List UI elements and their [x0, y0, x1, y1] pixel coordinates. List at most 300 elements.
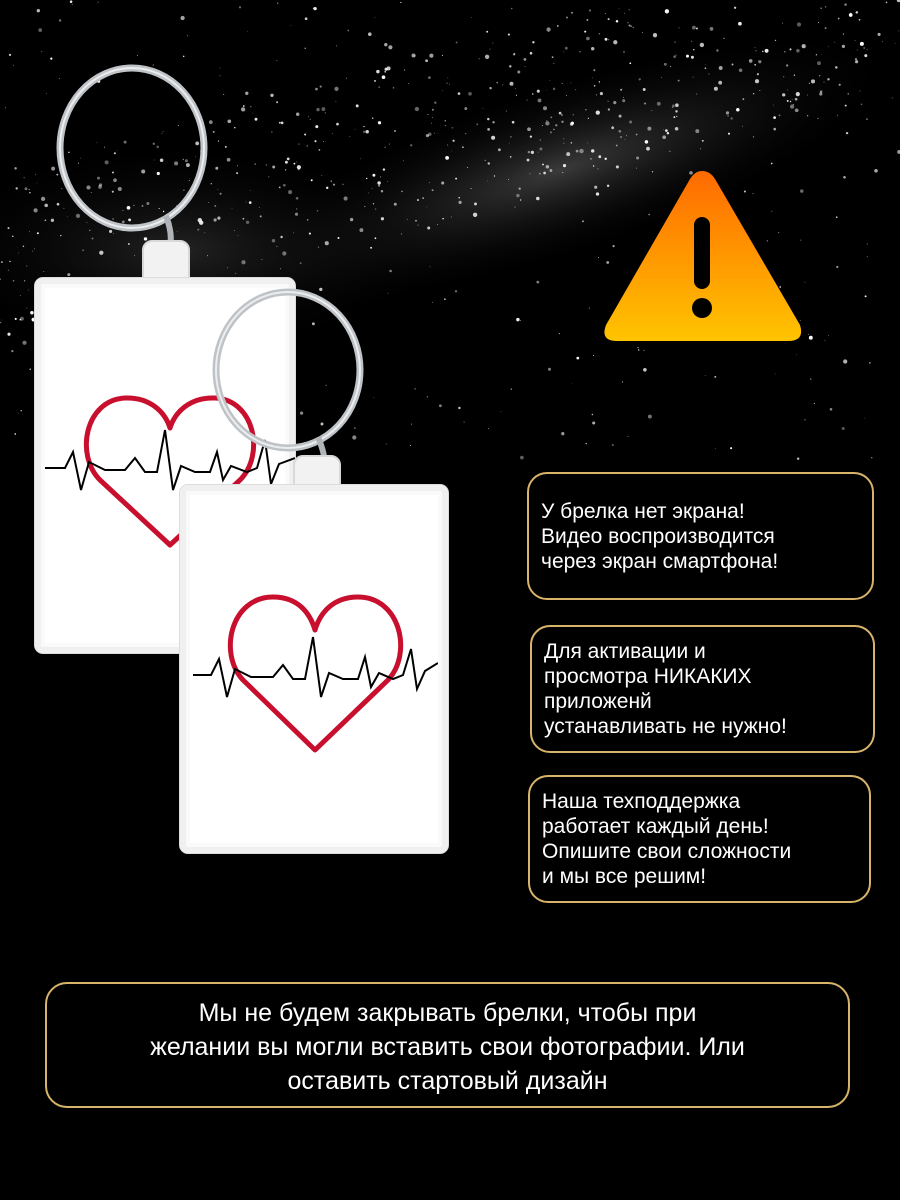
- star-dot: [790, 48, 792, 50]
- star-dot: [378, 185, 380, 187]
- star-dot: [451, 151, 452, 152]
- star-dot: [468, 92, 472, 96]
- star-dot: [449, 84, 450, 85]
- star-dot: [376, 70, 379, 73]
- star-dot: [277, 3, 278, 4]
- star-dot: [589, 9, 591, 11]
- star-dot: [24, 280, 25, 281]
- star-dot: [834, 42, 835, 43]
- star-dot: [755, 50, 756, 51]
- star-dot: [527, 100, 528, 101]
- star-dot: [515, 88, 516, 89]
- star-dot: [865, 295, 867, 297]
- star-dot: [543, 172, 546, 175]
- star-dot: [675, 103, 679, 107]
- star-dot: [377, 181, 380, 184]
- star-dot: [408, 83, 409, 84]
- star-dot: [517, 71, 520, 74]
- star-dot: [553, 88, 555, 90]
- star-dot: [528, 151, 530, 153]
- star-dot: [679, 27, 680, 28]
- star-dot: [673, 116, 675, 118]
- star-dot: [579, 149, 583, 153]
- star-dot: [739, 69, 743, 73]
- star-dot: [427, 114, 428, 115]
- star-dot: [431, 123, 432, 124]
- star-dot: [616, 145, 618, 147]
- star-dot: [846, 132, 848, 134]
- star-dot: [645, 140, 648, 143]
- star-dot: [442, 90, 443, 91]
- star-dot: [830, 408, 833, 411]
- star-dot: [627, 22, 628, 23]
- star-dot: [878, 33, 881, 36]
- star-dot: [8, 270, 9, 271]
- star-dot: [604, 158, 606, 160]
- star-dot: [506, 111, 507, 112]
- star-dot: [579, 51, 580, 52]
- star-dot: [598, 257, 599, 258]
- star-dot: [804, 419, 805, 420]
- star-dot: [843, 359, 847, 363]
- star-dot: [394, 203, 397, 206]
- star-dot: [434, 133, 435, 134]
- star-dot: [860, 42, 864, 46]
- star-dot: [524, 58, 527, 61]
- star-dot: [867, 49, 868, 50]
- star-dot: [755, 47, 756, 48]
- star-dot: [700, 43, 704, 47]
- star-dot: [21, 410, 22, 411]
- star-dot: [438, 133, 439, 134]
- star-dot: [562, 172, 563, 173]
- star-dot: [618, 130, 621, 133]
- star-dot: [639, 78, 641, 80]
- star-dot: [624, 139, 625, 140]
- star-dot: [809, 336, 813, 340]
- star-dot: [471, 17, 472, 18]
- star-dot: [374, 80, 376, 82]
- star-dot: [856, 11, 859, 14]
- star-dot: [661, 77, 662, 78]
- star-dot: [550, 116, 552, 118]
- star-dot: [838, 18, 840, 20]
- info-text-line: работает каждый день!: [542, 815, 769, 838]
- star-dot: [670, 66, 671, 67]
- star-dot: [539, 147, 542, 150]
- star-dot: [380, 176, 381, 177]
- star-dot: [381, 190, 383, 192]
- star-dot: [561, 114, 563, 116]
- star-dot: [587, 143, 588, 144]
- star-dot: [582, 220, 584, 222]
- star-dot: [820, 90, 823, 93]
- star-dot: [563, 164, 566, 167]
- star-dot: [459, 201, 462, 204]
- star-dot: [643, 368, 647, 372]
- keychain-front: [175, 275, 465, 865]
- star-dot: [546, 165, 550, 169]
- star-dot: [5, 107, 6, 108]
- bottom-text-line: желании вы могли вставить свои фотографии. Или: [150, 1033, 745, 1061]
- star-dot: [598, 155, 601, 158]
- info-text-line: Опишите свои сложности: [542, 840, 792, 863]
- star-dot: [563, 51, 564, 52]
- star-dot: [620, 89, 622, 91]
- star-dot: [24, 177, 25, 178]
- star-dot: [401, 233, 402, 234]
- star-dot: [16, 187, 18, 189]
- star-dot: [591, 149, 594, 152]
- star-dot: [629, 121, 632, 124]
- star-dot: [647, 127, 651, 131]
- star-dot: [790, 101, 792, 103]
- star-dot: [734, 7, 736, 9]
- star-dot: [637, 347, 638, 348]
- star-dot: [347, 30, 349, 32]
- star-dot: [809, 83, 810, 84]
- star-dot: [648, 415, 652, 419]
- star-dot: [874, 169, 878, 173]
- star-dot: [336, 45, 337, 46]
- star-dot: [842, 45, 845, 48]
- star-dot: [843, 176, 846, 179]
- star-dot: [539, 173, 541, 175]
- star-dot: [700, 148, 701, 149]
- star-dot: [313, 7, 316, 10]
- star-dot: [474, 202, 477, 205]
- star-dot: [837, 115, 838, 116]
- star-dot: [828, 335, 829, 336]
- star-dot: [441, 181, 444, 184]
- star-dot: [445, 120, 446, 121]
- star-dot: [452, 140, 454, 142]
- star-dot: [626, 135, 627, 136]
- star-dot: [607, 101, 608, 102]
- star-dot: [489, 87, 491, 89]
- star-dot: [465, 133, 466, 134]
- star-dot: [622, 99, 625, 102]
- star-dot: [859, 90, 860, 91]
- star-dot: [22, 341, 26, 345]
- star-dot: [529, 173, 530, 174]
- star-dot: [773, 116, 776, 119]
- star-dot: [855, 40, 856, 41]
- star-dot: [349, 136, 350, 137]
- star-dot: [511, 389, 512, 390]
- star-dot: [447, 145, 448, 146]
- star-dot: [437, 224, 438, 225]
- star-dot: [605, 38, 608, 41]
- bottom-note-box: [45, 982, 850, 1108]
- star-dot: [782, 23, 783, 24]
- star-dot: [794, 74, 795, 75]
- star-dot: [542, 125, 543, 126]
- star-dot: [509, 143, 510, 144]
- info-box-no-screen: [527, 472, 874, 600]
- star-dot: [749, 59, 753, 63]
- star-dot: [346, 78, 347, 79]
- star-dot: [476, 123, 478, 125]
- star-dot: [624, 13, 625, 14]
- star-dot: [375, 208, 376, 209]
- star-dot: [496, 82, 498, 84]
- star-dot: [753, 136, 754, 137]
- star-dot: [898, 30, 899, 31]
- star-dot: [542, 164, 544, 166]
- star-dot: [12, 236, 13, 237]
- star-dot: [335, 101, 336, 102]
- star-dot: [471, 188, 472, 189]
- star-dot: [488, 428, 489, 429]
- star-dot: [452, 127, 454, 129]
- star-dot: [187, 35, 188, 36]
- star-dot: [716, 49, 718, 51]
- star-dot: [363, 126, 364, 127]
- star-dot: [695, 129, 699, 133]
- star-dot: [383, 168, 385, 170]
- star-dot: [643, 88, 646, 91]
- star-dot: [859, 19, 861, 21]
- star-dot: [765, 49, 769, 53]
- star-dot: [20, 295, 21, 296]
- keyring-icon: [48, 48, 218, 258]
- star-dot: [827, 78, 829, 80]
- star-dot: [562, 83, 563, 84]
- star-dot: [855, 58, 857, 60]
- star-dot: [629, 9, 630, 10]
- star-dot: [401, 191, 403, 193]
- star-dot: [755, 79, 759, 83]
- star-dot: [537, 90, 540, 93]
- star-dot: [516, 95, 517, 96]
- star-dot: [593, 165, 594, 166]
- star-dot: [374, 17, 375, 18]
- star-dot: [455, 178, 457, 180]
- star-dot: [290, 25, 291, 26]
- star-dot: [808, 334, 809, 335]
- star-dot: [305, 17, 308, 20]
- star-dot: [575, 89, 576, 90]
- star-dot: [596, 110, 600, 114]
- star-dot: [754, 64, 756, 66]
- star-dot: [608, 18, 610, 20]
- star-dot: [532, 93, 533, 94]
- star-dot: [447, 78, 448, 79]
- star-dot: [359, 228, 363, 232]
- star-dot: [864, 418, 865, 419]
- star-dot: [98, 2, 99, 3]
- star-dot: [355, 129, 356, 130]
- star-dot: [13, 65, 14, 66]
- star-dot: [597, 168, 598, 169]
- star-dot: [464, 107, 467, 110]
- star-dot: [708, 73, 709, 74]
- star-dot: [59, 19, 61, 21]
- info-box-no-apps: [530, 625, 875, 753]
- info-text-line: и мы все решим!: [542, 865, 707, 888]
- star-dot: [356, 104, 359, 107]
- star-dot: [550, 131, 552, 133]
- star-dot: [378, 121, 381, 124]
- star-dot: [25, 187, 28, 190]
- star-dot: [867, 243, 868, 244]
- star-dot: [434, 102, 436, 104]
- star-dot: [646, 147, 650, 151]
- star-dot: [596, 94, 597, 95]
- star-dot: [705, 375, 706, 376]
- star-dot: [600, 92, 603, 95]
- star-dot: [835, 66, 838, 69]
- star-dot: [372, 118, 373, 119]
- star-dot: [370, 247, 372, 249]
- star-dot: [622, 381, 623, 382]
- star-dot: [368, 193, 369, 194]
- star-dot: [510, 156, 512, 158]
- star-dot: [566, 152, 570, 156]
- star-dot: [552, 56, 554, 58]
- star-dot: [432, 189, 434, 191]
- star-dot: [492, 121, 494, 123]
- star-dot: [802, 44, 806, 48]
- star-dot: [807, 95, 808, 96]
- star-dot: [373, 203, 374, 204]
- star-dot: [819, 92, 822, 95]
- star-dot: [797, 22, 801, 26]
- star-dot: [714, 87, 718, 91]
- star-dot: [516, 318, 519, 321]
- star-dot: [676, 55, 677, 56]
- star-dot: [696, 93, 697, 94]
- star-dot: [508, 34, 510, 36]
- heartbeat-heart-icon: [193, 585, 438, 760]
- star-dot: [387, 181, 388, 182]
- star-dot: [742, 126, 743, 127]
- star-dot: [796, 92, 800, 96]
- star-dot: [379, 87, 380, 88]
- star-dot: [536, 281, 539, 284]
- star-dot: [487, 181, 488, 182]
- star-dot: [540, 139, 541, 140]
- star-dot: [571, 142, 572, 143]
- star-dot: [410, 144, 412, 146]
- star-dot: [882, 41, 883, 42]
- star-dot: [389, 270, 392, 273]
- keyring-icon: [200, 275, 370, 490]
- star-dot: [705, 64, 706, 65]
- star-dot: [710, 27, 714, 31]
- star-dot: [663, 129, 664, 130]
- star-dot: [364, 206, 365, 207]
- star-dot: [817, 118, 818, 119]
- info-text-line: У брелка нет экрана!: [541, 499, 745, 523]
- star-dot: [591, 47, 594, 50]
- star-dot: [403, 160, 404, 161]
- star-dot: [368, 32, 372, 36]
- star-dot: [422, 197, 423, 198]
- star-dot: [366, 178, 367, 179]
- star-dot: [425, 59, 428, 62]
- star-dot: [1, 320, 2, 321]
- star-dot: [638, 349, 639, 350]
- star-dot: [571, 122, 574, 125]
- star-dot: [372, 174, 375, 177]
- star-dot: [586, 19, 588, 21]
- star-dot: [836, 216, 838, 218]
- star-dot: [566, 95, 567, 96]
- star-dot: [743, 98, 745, 100]
- star-dot: [430, 266, 431, 267]
- star-dot: [566, 16, 568, 18]
- star-dot: [821, 54, 822, 55]
- star-dot: [427, 135, 429, 137]
- star-dot: [823, 82, 824, 83]
- star-dot: [555, 124, 557, 126]
- star-dot: [519, 187, 521, 189]
- star-dot: [738, 22, 742, 26]
- star-dot: [445, 125, 446, 126]
- star-dot: [676, 116, 677, 117]
- star-dot: [825, 6, 826, 7]
- star-dot: [593, 69, 595, 71]
- star-dot: [825, 340, 826, 341]
- star-dot: [350, 218, 353, 221]
- star-dot: [418, 225, 419, 226]
- info-box-support: [528, 775, 871, 903]
- star-dot: [561, 432, 564, 435]
- star-dot: [665, 9, 669, 13]
- star-dot: [836, 266, 838, 268]
- star-dot: [536, 197, 540, 201]
- star-dot: [180, 16, 184, 20]
- star-dot: [693, 77, 694, 78]
- star-dot: [473, 213, 477, 217]
- star-dot: [18, 253, 19, 254]
- star-dot: [9, 261, 10, 262]
- star-dot: [28, 289, 29, 290]
- star-dot: [26, 308, 27, 309]
- star-dot: [494, 175, 495, 176]
- star-dot: [456, 42, 458, 44]
- star-dot: [372, 188, 373, 189]
- star-dot: [548, 368, 551, 371]
- star-dot: [511, 8, 513, 10]
- warning-triangle-icon: [600, 165, 805, 345]
- star-dot: [599, 33, 601, 35]
- star-dot: [426, 207, 427, 208]
- star-dot: [512, 121, 515, 124]
- star-dot: [636, 134, 638, 136]
- star-dot: [855, 60, 858, 63]
- star-dot: [576, 150, 579, 153]
- star-dot: [796, 49, 800, 53]
- star-dot: [588, 118, 589, 119]
- star-dot: [736, 108, 740, 112]
- star-dot: [819, 75, 820, 76]
- star-dot: [664, 63, 667, 66]
- star-dot: [616, 20, 619, 23]
- star-dot: [384, 43, 387, 46]
- star-dot: [795, 108, 799, 112]
- star-dot: [546, 90, 547, 91]
- star-dot: [485, 55, 489, 59]
- star-dot: [613, 40, 617, 44]
- star-dot: [843, 34, 844, 35]
- star-dot: [404, 69, 405, 70]
- star-dot: [757, 73, 759, 75]
- star-dot: [845, 105, 847, 107]
- star-dot: [15, 318, 17, 320]
